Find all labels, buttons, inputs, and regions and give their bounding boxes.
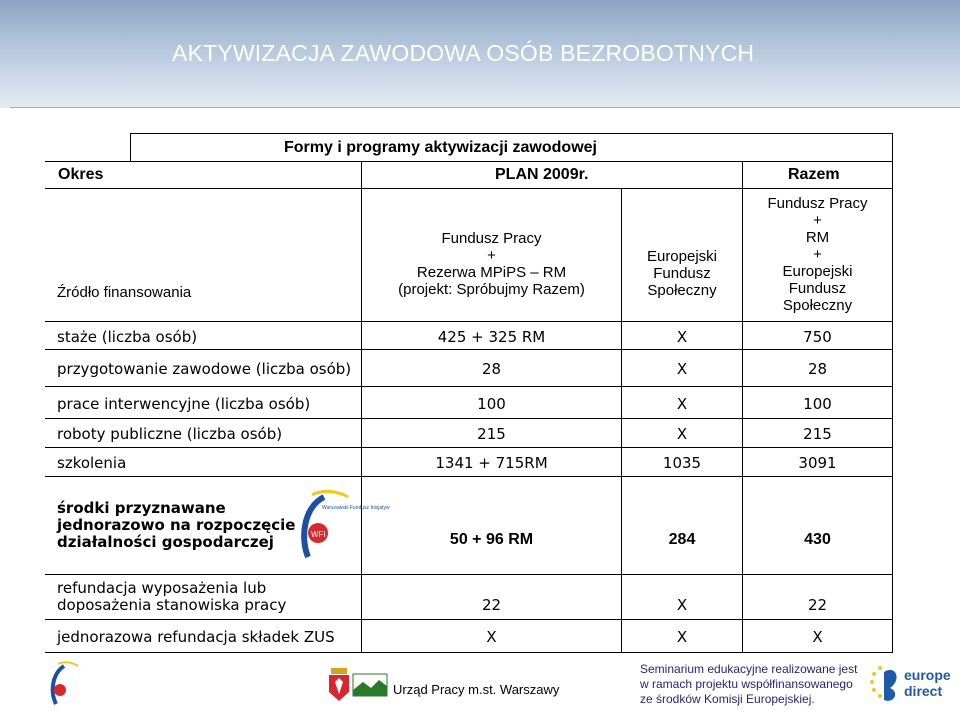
row-label: roboty publiczne (liczba osób) bbox=[57, 425, 283, 443]
row-value-fp: X bbox=[486, 628, 497, 646]
row-label-multiline: refundacja wyposażenia lub doposażenia stanowiska pracy bbox=[57, 579, 287, 614]
row-label: szkolenia bbox=[57, 454, 127, 472]
row-label: staże (liczba osób) bbox=[57, 328, 198, 346]
footer-urzad: Urząd Pracy m.st. Warszawy bbox=[393, 682, 560, 697]
warsaw-crest-icon bbox=[328, 668, 350, 702]
row-label: przygotowanie zawodowe (liczba osób) bbox=[57, 360, 352, 378]
row-value-fp: 22 bbox=[481, 596, 502, 614]
svg-text:direct: direct bbox=[904, 683, 943, 699]
source-efs: Europejski Fundusz Społeczny bbox=[646, 248, 718, 299]
row-value-fp: 1341 + 715RM bbox=[435, 454, 548, 472]
row-value-efs: X bbox=[676, 628, 688, 646]
row-value-efs: 284 bbox=[668, 531, 696, 548]
row-value-efs: X bbox=[676, 328, 688, 346]
row-value-razem: 430 bbox=[804, 531, 831, 548]
svg-text:Warszawski Fundusz Inicjatyw: Warszawski Fundusz Inicjatyw bbox=[322, 505, 390, 511]
row-value-efs: 1035 bbox=[662, 454, 702, 472]
slide-title: AKTYWIZACJA ZAWODOWA OSÓB BEZROBOTNYCH bbox=[172, 40, 755, 66]
source-razem: Fundusz Pracy + RM + Europejski Fundusz Społeczny bbox=[767, 195, 868, 314]
row-label: prace interwencyjne (liczba osób) bbox=[57, 395, 311, 413]
footer-seminar-note: Seminarium edukacyjne realizowane jest w ramach projektu współfinansowanego ze środków Komisji Europejskiej. bbox=[640, 662, 858, 706]
row-label-multiline: środki przyznawane jednorazowo na rozpoczęcie działalności gospodarczej bbox=[57, 499, 296, 551]
row-value-razem: 22 bbox=[807, 596, 828, 614]
column-header-razem: Razem bbox=[788, 166, 840, 183]
svg-text:WFI: WFI bbox=[311, 530, 326, 539]
row-value-razem: X bbox=[812, 628, 823, 646]
row-value-fp: 50 + 96 RM bbox=[449, 531, 534, 548]
row-value-fp: 100 bbox=[477, 395, 506, 413]
row-value-fp: 215 bbox=[477, 425, 506, 443]
row-value-efs: X bbox=[676, 395, 688, 413]
column-header-okres: Okres bbox=[58, 166, 104, 183]
wfi-logo-icon bbox=[48, 660, 82, 708]
source-fundusz-pracy: Fundusz Pracy + Rezerwa MPiPS – RM (projekt: Spróbujmy Razem) bbox=[398, 230, 585, 298]
row-value-fp: 425 + 325 RM bbox=[437, 328, 546, 346]
column-header-plan: PLAN 2009r. bbox=[495, 166, 589, 183]
wfi-logo-icon bbox=[298, 487, 390, 565]
row-value-fp: 28 bbox=[481, 360, 502, 378]
table-super-header: Formy i programy aktywizacji zawodowej bbox=[284, 139, 597, 156]
slide-header-band bbox=[0, 0, 960, 108]
row-value-efs: X bbox=[676, 596, 688, 614]
row-value-razem: 215 bbox=[803, 425, 832, 443]
row-value-razem: 750 bbox=[803, 328, 832, 346]
svg-text:europe: europe bbox=[904, 667, 951, 683]
row-value-razem: 3091 bbox=[798, 454, 837, 472]
row-value-efs: X bbox=[676, 360, 688, 378]
row-value-razem: 28 bbox=[807, 360, 828, 378]
row-label: jednorazowa refundacja składek ZUS bbox=[57, 628, 335, 646]
source-financing-label: Źródło finansowania bbox=[57, 284, 192, 301]
row-value-razem: 100 bbox=[803, 395, 832, 413]
mazovia-landscape-icon bbox=[353, 674, 387, 696]
row-value-efs: X bbox=[676, 425, 688, 443]
europe-direct-logo-icon bbox=[866, 658, 958, 708]
